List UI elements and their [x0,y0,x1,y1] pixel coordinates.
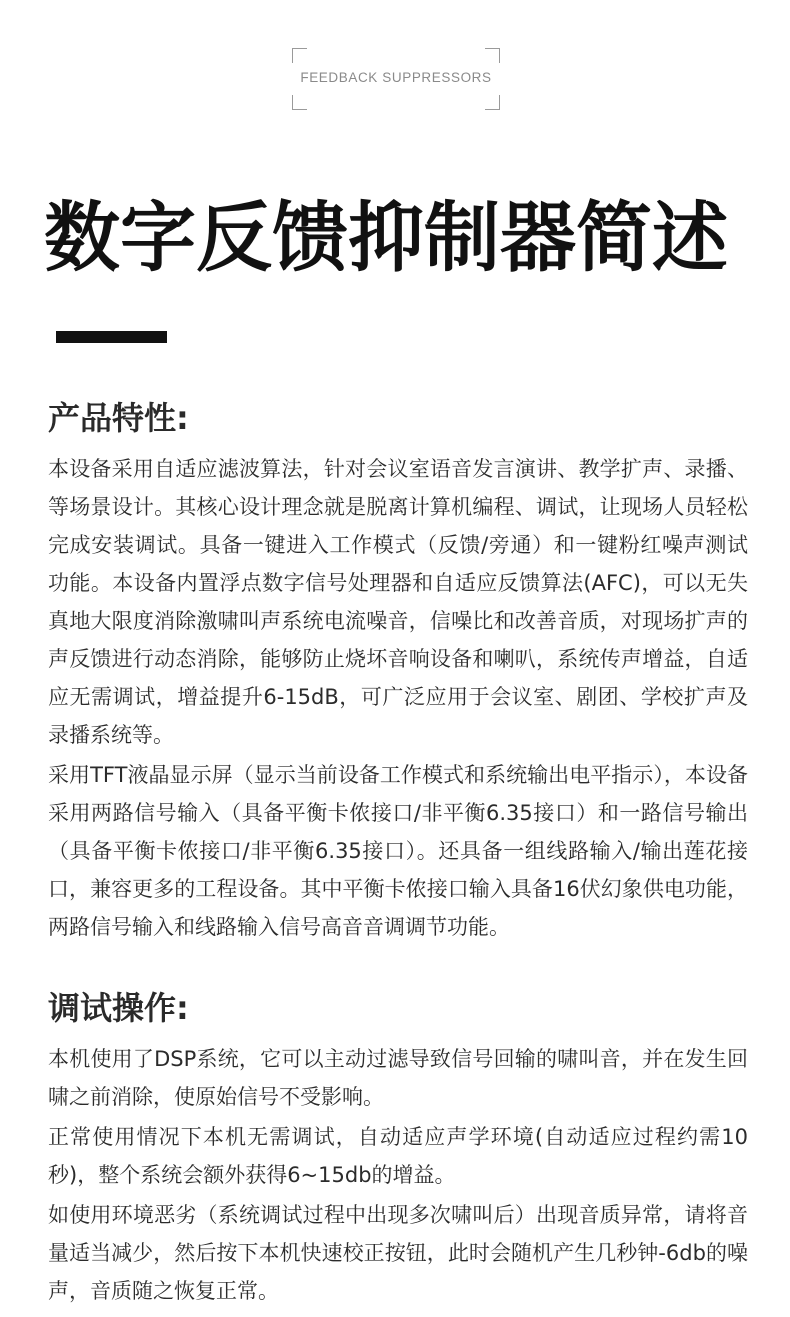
header-label: FEEDBACK SUPPRESSORS [300,70,492,85]
bracket-corner-bottom-right [485,95,500,110]
section-heading-operation: 调试操作: [48,989,189,1027]
section-body-operation [48,1040,748,1312]
header-label-frame [292,48,500,110]
operation-paragraph: 本机使用了DSP系统，它可以主动过滤导致信号回输的啸叫音，并在发生回啸之前消除，使原始信号不受影响。 [48,1047,748,1109]
bracket-corner-bottom-left [292,95,307,110]
bracket-corner-top-left [292,48,307,63]
title-underline-bar [56,331,167,343]
features-paragraph: 本设备采用自适应滤波算法，针对会议室语音发言演讲、教学扩声、录播、等场景设计。其核心设计理念就是脱离计算机编程、调试，让现场人员轻松完成安装调试。具备一键进入工作模式（反馈/旁通）和一键粉红噪声测试功能。本设备内置浮点数字信号处理器和自适应反馈算法(AFC)，可以无失真地大限度消除激啸叫声系统电流噪音，信噪比和改善音质，对现场扩声的声反馈进行动态消除，能够防止烧坏音响设备和喇叭，系统传声增益，自适应无需调试，增益提升6-15dB，可广泛应用于会议室、剧团、学校扩声及录播系统等。 [48,457,748,747]
operation-paragraph: 正常使用情况下本机无需调试，自动适应声学环境(自动适应过程约需10秒)，整个系统会额外获得6~15db的增益。 [48,1125,748,1187]
bracket-corner-top-right [485,48,500,63]
operation-paragraph: 如使用环境恶劣（系统调试过程中出现多次啸叫后）出现音质异常，请将音量适当减少，然后按下本机快速校正按钮，此时会随机产生几秒钟-6db的噪声，音质随之恢复正常。 [48,1203,748,1303]
section-heading-features: 产品特性: [48,399,189,437]
page-title: 数字反馈抑制器简述 [44,193,728,282]
features-paragraph: 采用TFT液晶显示屏（显示当前设备工作模式和系统输出电平指示），本设备采用两路信号输入（具备平衡卡侬接口/非平衡6.35接口）和一路信号输出（具备平衡卡侬接口/非平衡6.35接口）。还具备一组线路输入/输出莲花接口，兼容更多的工程设备。其中平衡卡侬接口输入具备16伏幻象供电功能，两路信号输入和线路输入信号高音音调调节功能。 [48,763,748,939]
section-body-features [48,450,748,948]
